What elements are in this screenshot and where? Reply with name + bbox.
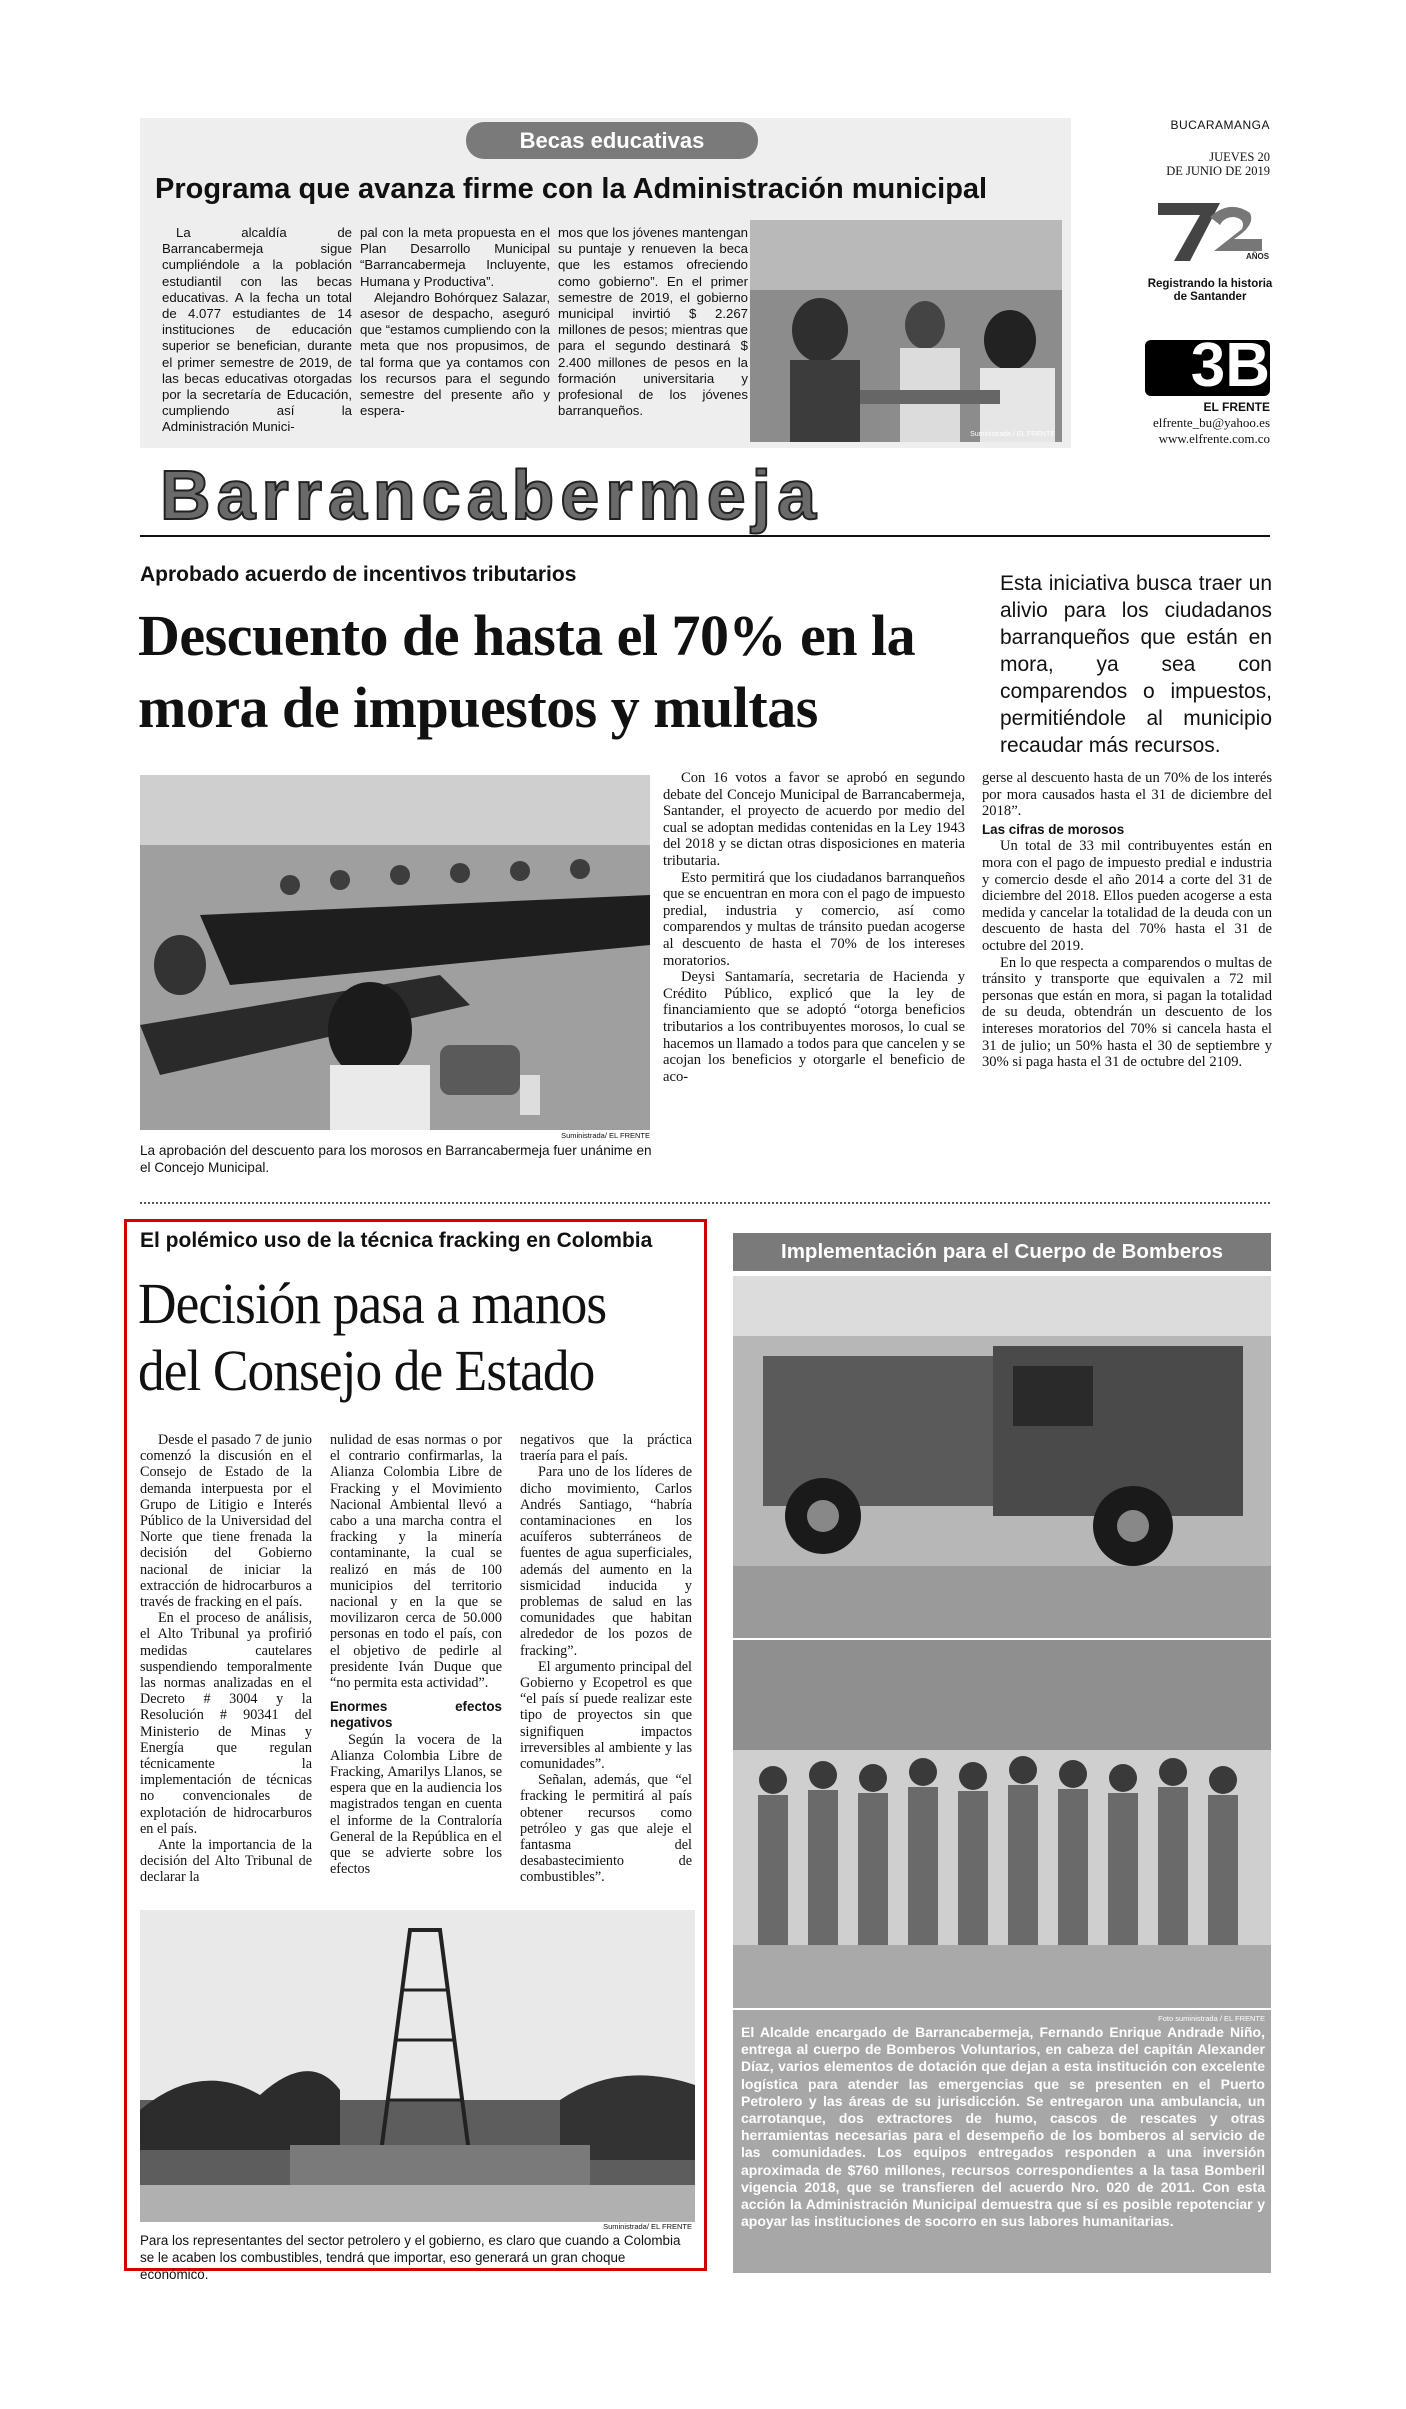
paragraph: Deysi Santamaría, secretaria de Hacienda y Crédito Público, explicó que la ley de financiamiento que se adoptó “otorga beneficios tributarios a los contribuyentes morosos, lo cual se hacemos un llamado a todos para que cancelen y se acojan los beneficios y otorgarle el beneficio de aco- [663, 969, 965, 1085]
email-address: elfrente_bu@yahoo.es [1152, 415, 1270, 430]
students-photo [750, 220, 1062, 442]
photo-credit: Foto suministrada / EL FRENTE [1158, 2014, 1265, 2023]
becas-column-2 [360, 225, 550, 419]
subheading: Las cifras de morosos [982, 821, 1125, 837]
paragraph: El argumento principal del Gobierno y Ecopetrol es que “el país sí puede realizar este tipo de proyectos sin que signifiquen impactos irreversibles al ambiente y las comunidades”. [520, 1658, 692, 1773]
paragraph: Según la vocera de la Alianza Colombia Libre de Fracking, Amarilys Llanos, se espera que en la audiencia los magistrados tengan en cuenta el informe de la Contraloría General de la República en el que se advierte sobre los efectos [330, 1731, 502, 1878]
tagline-line-2: de Santander [1173, 291, 1247, 303]
brand-name: EL FRENTE [1203, 400, 1270, 414]
paragraph: pal con la meta propuesta en el Plan Desarrollo Municipal “Barrancabermeja Incluyente, Humana y Productiva”. [360, 225, 550, 289]
paragraph: nulidad de esas normas o por el contrario confirmarlas, la Alianza Colombia Libre de Fracking y el Movimiento Nacional Ambiental llevó a cabo a una marcha contra el fracking y la minería contaminante, la cual se realizó en más de 100 municipios del territorio nacional y en la que se movilizaron cerca de 50.000 personas en todo el país, con el objetivo de pedirle al presidente Iván Duque que “no permita esta actividad”. [330, 1432, 502, 1692]
article2-kicker: El polémico uso de la técnica fracking en Colombia [140, 1229, 653, 1252]
paragraph: Alejandro Bohórquez Salazar, asesor de despacho, aseguró que “estamos cumpliendo con la meta que nos propusimos, de tal forma que ya contamos con los recursos para el segundo semestre del presente año y espera- [360, 289, 550, 419]
becas-label: Becas educativas [466, 122, 758, 159]
tagline [1140, 278, 1280, 304]
becas-column-3 [558, 225, 748, 419]
headline-line-1: Decisión pasa a manos [138, 1271, 607, 1336]
article2-column-1 [140, 1432, 312, 1886]
page-number: 3B [1190, 331, 1270, 400]
article2-column-2 [330, 1432, 502, 1877]
council-meeting-photo [140, 775, 650, 1130]
svg-text:AÑOS: AÑOS [1246, 252, 1270, 261]
paragraph: Esto permitirá que los ciudadanos barranqueños que se encuentran en mora con el pago de impuesto predial, industria y comercio, así como comparendos y multas de tránsito puedan acogerse al descuento de hasta el 70% de los intereses moratorios. [663, 869, 965, 969]
paragraph: Ante la importancia de la decisión del Alto Tribunal de declarar la [140, 1837, 312, 1886]
photo-credit: Suministrada/ EL FRENTE [603, 2222, 692, 2231]
paragraph: Para uno de los líderes de dicho movimiento, Carlos Andrés Santiago, “habría contaminaciones en los acuíferos subterráneos de fuentes de agua superficiales, además del aumento en la sismicidad inducida y problemas de salud en las comunidades que habitan alrededor de los pozos de fracking”. [520, 1464, 692, 1659]
date-weekday: JUEVES 20 [1209, 150, 1270, 164]
becas-column-1 [162, 225, 352, 436]
tagline-line-1: Registrando la historia [1147, 278, 1273, 290]
article1-column-1 [663, 770, 965, 1085]
city-label: BUCARAMANGA [1170, 118, 1270, 132]
paragraph: Un total de 33 mil contribuyentes están en mora con el pago de impuesto predial e industria y comercio desde el año 2014 a corte del 31 de diciembre del 2018. Ellos pueden acogerse a esta medida y cancelar la totalidad de la deuda con un descuento de hasta del 70% hasta el 31 de octubre del 2019. [982, 838, 1272, 954]
article1-kicker: Aprobado acuerdo de incentivos tributarios [140, 563, 577, 586]
firefighters-group-photo [733, 1640, 1271, 2008]
paragraph: Desde el pasado 7 de junio comenzó la discusión en el Consejo de Estado de la demanda interpuesta por el Grupo de Litigio e Interés Público de la Universidad del Norte que tiene frenada la decisión del Gobierno nacional de iniciar la extracción de hidrocarburos a través de fracking en el país. [140, 1432, 312, 1611]
article1-headline: Descuento de hasta el 70% en la mora de impuestos y multas [138, 603, 916, 740]
section-divider [140, 535, 1270, 537]
photo-caption: Para los representantes del sector petrolero y el gobierno, es claro que cuando a Colombia se le acaben los combustibles, tendrá que importar, eso generará un gran choque económico. [140, 2233, 681, 2282]
paragraph: mos que los jóvenes mantengan su puntaje y renueven la beca que les estamos ofreciendo como gobierno”. En el primer semestre de 2019, el gobierno municipal invirtió $ 2.267 millones de pesos; mientras que para el segundo destinará $ 2.400 millones de pesos en la formación universitaria y profesional de los jóvenes barranqueños. [558, 225, 748, 419]
fire-truck-photo [733, 1276, 1271, 1638]
photo-caption: La aprobación del descuento para los morosos en Barrancabermeja fuer unánime en el Concejo Municipal. [140, 1143, 652, 1175]
date-month-year: DE JUNIO DE 2019 [1166, 164, 1270, 178]
article2-column-3 [520, 1432, 692, 1886]
headline-line-2: del Consejo de Estado [138, 1338, 595, 1403]
paragraph: En lo que respecta a comparendos o multas de tránsito y transporte que equivalen a 72 mil personas que están en mora, si pagan la totalidad de su deuda, obtendrán un descuento de los intereses moratorios del 70% si cancela hasta el 31 de julio; un 50% hasta el 30 de septiembre y 30% si paga hasta el 31 de octubre del 2109. [982, 954, 1272, 1071]
website-url[interactable]: www.elfrente.com.co [1158, 431, 1270, 446]
section-title: Barrancabermeja [160, 456, 822, 534]
paragraph: Con 16 votos a favor se aprobó en segundo debate del Concejo Municipal de Barrancabermeja, Santander, el proyecto de acuerdo por medio del cual se adoptan medidas contenidas en la Ley 1943 del 2018 y se dictan otras disposiciones en materia tributaria. [663, 770, 965, 869]
article1-column-2 [982, 770, 1272, 1071]
dotted-divider [140, 1202, 1270, 1204]
article1-deck: Esta iniciativa busca traer un alivio para los ciudadanos barranqueños que están en mora, ya sea con comparendos o impuestos, permitiéndole al municipio recaudar más recursos. [1000, 572, 1272, 757]
photo-credit: Suministrada/ EL FRENTE [561, 1131, 650, 1140]
date-line [1140, 150, 1270, 178]
subheading: Enormes efectos negativos [330, 1699, 502, 1731]
paragraph: En el proceso de análisis, el Alto Tribunal ya profirió medidas cautelares suspendiendo temporalmente las normas analizadas en el Decreto # 3004 y la Resolución # 90341 del Ministerio de Minas y Energía que regulan técnicamente la implementación de técnicas no convencionales de explotación de hidrocarburos en el país. [140, 1610, 312, 1837]
paragraph: La alcaldía de Barrancabermeja sigue cumpliéndole a la población estudiantil con las becas educativas. A la fecha un total de 4.077 estudiantes de 14 instituciones de educación superior se benefician, durante el primer semestre de 2019, de las becas educativas otorgadas por la secretaría de Educación, cumpliendo así la Administración Munici- [162, 225, 352, 435]
bomberos-label: Implementación para el Cuerpo de Bomberos [733, 1233, 1271, 1271]
anniversary-logo [1150, 195, 1270, 265]
article2-headline [138, 1270, 653, 1404]
svg-text:Suministrada / EL FRENTE: Suministrada / EL FRENTE [970, 431, 1055, 438]
photo-caption: El Alcalde encargado de Barrancabermeja, Fernando Enrique Andrade Niño, entrega al cuerpo de Bomberos Voluntarios, en cabeza del capitán Alexander Díaz, varios elementos de dotación que dejan a esta institución con excelente logística para atender las emergencias que se presenten en el Puerto Petrolero y las áreas de su jurisdicción. Se entregaron una ambulancia, un carrotanque, dos extractores de humo, cascos de rescates y otras herramientas necesarias para el desempeño de los bomberos al servicio de las comunidades. Los equipos entregados responden a una inversión aproximada de $760 millones, recursos correspondientes a la tasa Bomberil vigencia 2018, que se transfieren del acuerdo Nro. 020 de 2011. Con esta acción la Administración Municipal demuestra que sí es posible repotenciar y apoyar las instituciones de socorro en sus labores humanitarias. [741, 2024, 1265, 2230]
paragraph: negativos que la práctica traería para el país. [520, 1432, 692, 1465]
paragraph: gerse al descuento hasta de un 70% de los interés por mora causados hasta el 31 de diciembre del 2018”. [982, 770, 1272, 820]
drilling-rig-photo [140, 1910, 695, 2222]
becas-headline: Programa que avanza firme con la Administración municipal [155, 173, 988, 205]
paragraph: Señalan, además, que “el fracking le permitirá al país obtener recursos como petróleo y gas que aleje el fantasma del desabastecimiento de combustibles”. [520, 1772, 692, 1886]
